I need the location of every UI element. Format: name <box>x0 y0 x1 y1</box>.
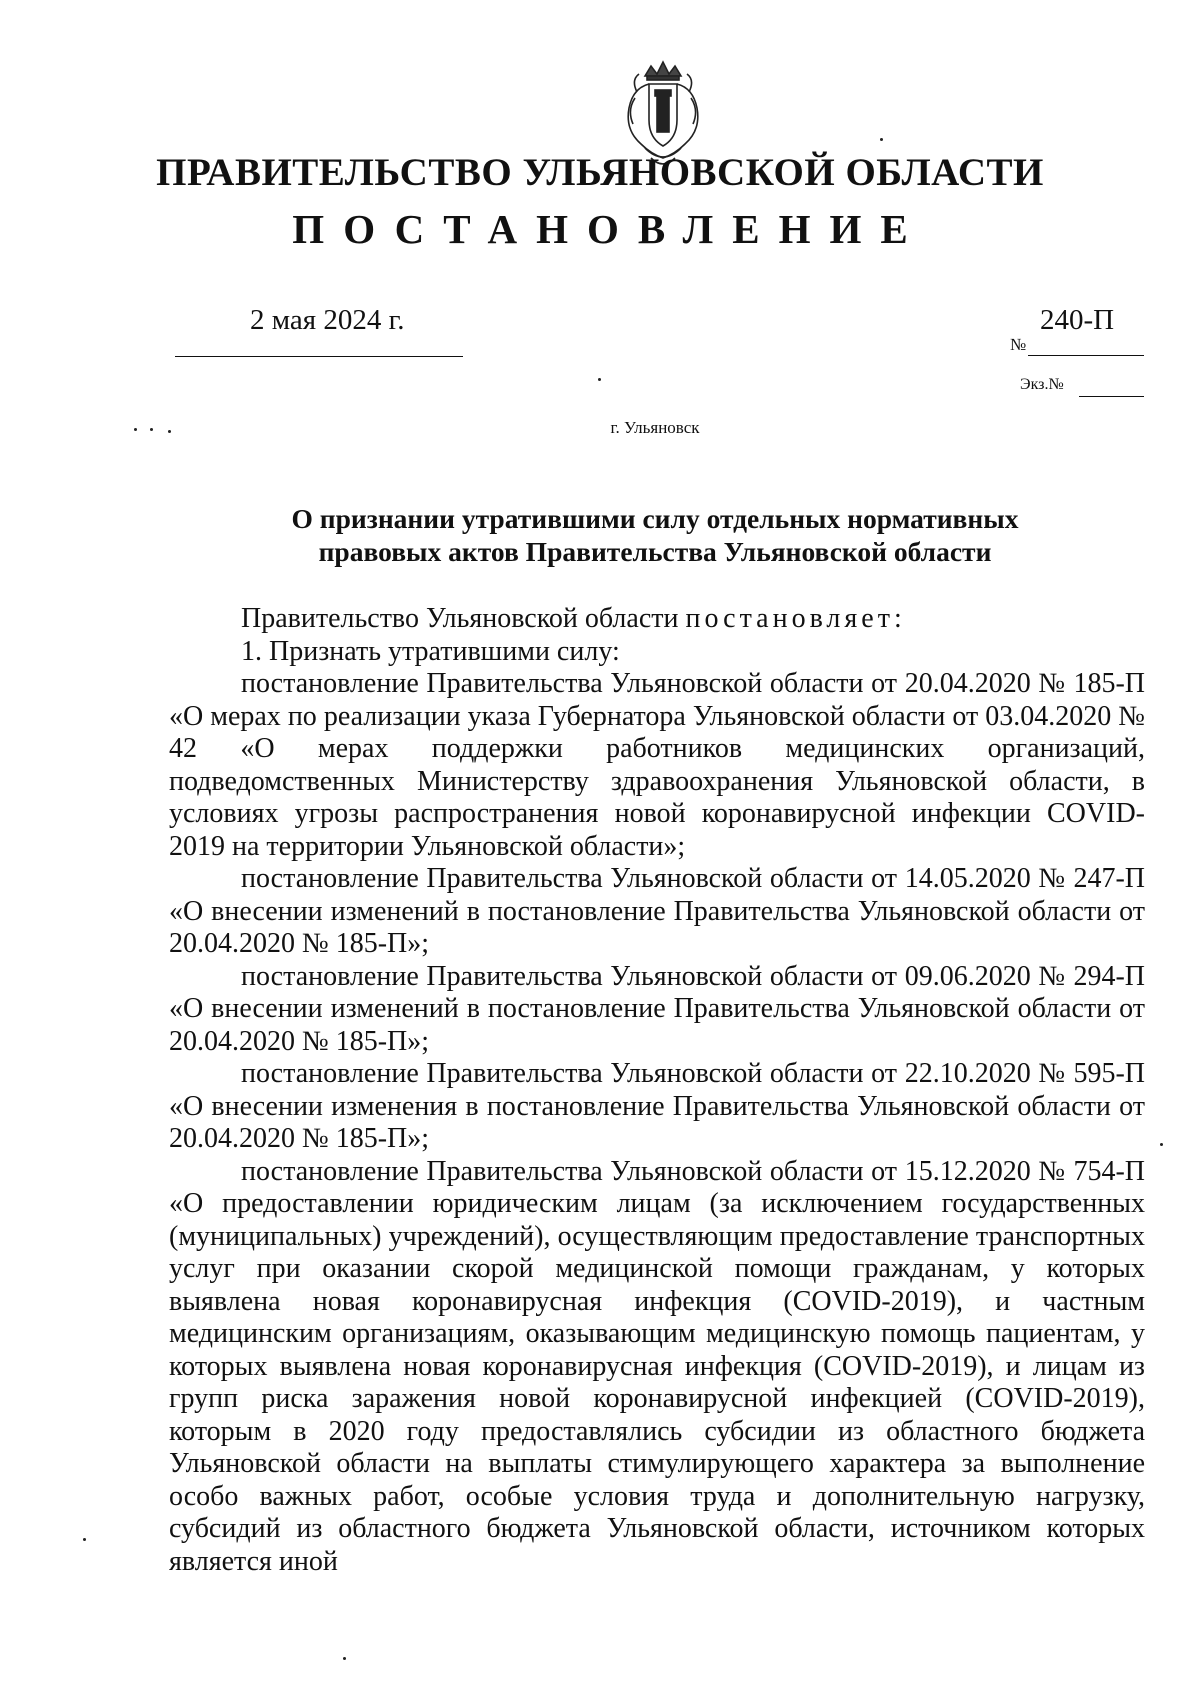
item-1-heading: 1. Признать утратившими силу: <box>241 635 620 667</box>
number-label: № <box>1010 335 1027 354</box>
scan-speck <box>880 138 883 141</box>
government-name: ПРАВИТЕЛЬСТВО УЛЬЯНОВСКОЙ ОБЛАСТИ <box>156 151 1044 194</box>
subject-line-2: правовых актов Правительства Ульяновской области <box>318 536 992 567</box>
document-subject <box>0 502 1200 568</box>
scan-speck <box>1160 1143 1163 1146</box>
city-name: г. Ульяновск <box>610 418 700 437</box>
number-underline <box>1028 355 1144 356</box>
document-body <box>169 603 1145 1578</box>
intro-paragraph <box>169 603 1145 636</box>
scan-speck <box>134 428 137 431</box>
intro-prefix: Правительство Ульяновской области <box>241 603 686 634</box>
repealed-act-5: постановление Правительства Ульяновской области от 15.12.2020 № 754-П «О предоставлении юридическим лицам (за исключением государственных (муниципальных) учреждений), осуществляющим предоставление транспортных услуг при оказании скорой медицинской помощи гражданам, у которых выявлена новая коронавирусная инфекция (COVID-2019), и частным медицинским организациям, оказывающим медицинскую помощь пациентам, у которых выявлена новая коронавирусная инфекция (COVID-2019), и лицам из групп риска заражения новой коронавирусной инфекцией (COVID-2019), которым в 2020 году предоставлялись субсидии из областного бюджета Ульяновской области на выплаты стимулирующего характера за выполнение особо важных работ, особые условия труда и дополнительную нагрузку, субсидий из областного бюджета Ульяновской области, источником которых является иной <box>169 1155 1145 1577</box>
repealed-act-1: постановление Правительства Ульяновской области от 20.04.2020 № 185-П «О мерах по реализации указа Губернатора Ульяновской области от 03.04.2020 № 42 «О мерах поддержки работников медицинских организаций, подведомственных Министерству здравоохранения Ульяновской области, в условиях угрозы распространения новой коронавирусной инфекции COVID-2019 на территории Ульяновской области»; <box>169 668 1145 862</box>
date-underline <box>175 356 463 357</box>
scan-speck <box>343 1657 346 1660</box>
repealed-act-2: постановление Правительства Ульяновской области от 14.05.2020 № 247-П «О внесении изменений в постановление Правительства Ульяновской области от 20.04.2020 № 185-П»; <box>169 863 1145 959</box>
copy-number-label: Экз.№ <box>1020 376 1064 393</box>
scan-speck <box>168 430 171 433</box>
repealed-act-3: постановление Правительства Ульяновской области от 09.06.2020 № 294-П «О внесении изменений в постановление Правительства Ульяновской области от 20.04.2020 № 185-П»; <box>169 960 1145 1057</box>
scan-speck <box>83 1538 86 1541</box>
intro-suffix: : <box>893 603 902 634</box>
document-date: 2 мая 2024 г. <box>250 304 405 336</box>
document-number: 240-П <box>1040 304 1115 336</box>
scan-speck <box>598 378 601 381</box>
scan-speck <box>150 428 153 431</box>
subject-line-1: О признании утратившими силу отдельных нормативных <box>291 503 1019 534</box>
repealed-act-4: постановление Правительства Ульяновской области от 22.10.2020 № 595-П «О внесении изменения в постановление Правительства Ульяновской области от 20.04.2020 № 185-П»; <box>169 1058 1145 1154</box>
document-type-title: ПОСТАНОВЛЕНИЕ <box>292 206 927 252</box>
intro-verb: постановляет <box>685 603 894 634</box>
copy-number-underline <box>1079 396 1144 397</box>
